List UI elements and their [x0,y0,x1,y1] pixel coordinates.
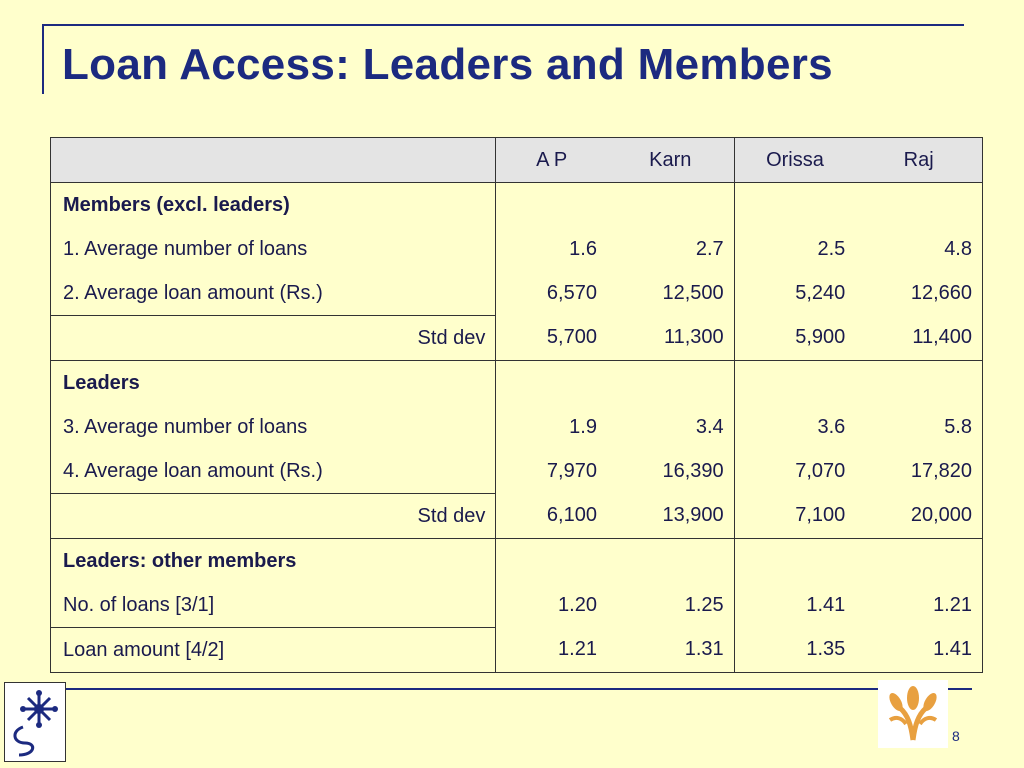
cell-karn: 11,300 [607,316,734,361]
table-row [51,583,983,628]
cell-raj: 17,820 [855,449,982,494]
cell-karn: 1.31 [607,628,734,673]
row-label: 3. Average number of loans [51,405,496,449]
cell-karn: 3.4 [607,405,734,449]
cell-orissa: 7,100 [795,504,846,527]
cell-karn: 2.7 [607,227,734,271]
bottom-rule [50,688,972,690]
row-label: Loan amount [4/2] [51,628,496,673]
slide-title: Loan Access: Leaders and Members [62,40,833,89]
cell-ap: 6,570 [546,281,597,304]
table-row [51,449,983,494]
cell-karn: 16,390 [607,449,734,494]
row-label: No. of loans [3/1] [51,583,496,628]
cell-raj: 1.41 [855,628,982,673]
header-karn: Karn [607,138,734,183]
table-row [51,271,983,316]
cell-orissa: 1.35 [734,628,855,673]
left-rule [42,24,44,94]
std-dev-label: Std dev [51,494,496,539]
cell-raj: 5.8 [855,405,982,449]
cell-karn: 1.25 [607,583,734,628]
section-heading-row [51,361,983,406]
cell-orissa: 5,240 [795,281,846,304]
loan-table-container [50,137,983,673]
cell-orissa: 3.6 [817,415,846,438]
snowflake-logo-icon [5,683,65,761]
cell-karn: 12,500 [607,271,734,316]
table-row [51,628,983,673]
table-header-row [51,138,983,183]
cell-orissa: 1.41 [806,593,846,616]
std-dev-row [51,494,983,539]
header-raj: Raj [855,138,982,183]
cell-raj: 4.8 [855,227,982,271]
cell-raj: 20,000 [855,494,982,539]
header-blank-cell [51,138,496,183]
cell-raj: 1.21 [855,583,982,628]
table-row [51,227,983,271]
cell-raj: 12,660 [855,271,982,316]
cell-ap: 1.21 [496,628,607,673]
flower-logo-icon [878,680,948,748]
std-dev-row [51,316,983,361]
row-label: 2. Average loan amount (Rs.) [51,271,496,316]
section-heading: Leaders: other members [51,539,496,584]
cell-orissa: 7,070 [795,459,846,482]
row-label: 4. Average loan amount (Rs.) [51,449,496,494]
cell-ap: 1.20 [558,593,597,616]
right-logo [878,680,948,748]
cell-ap: 1.9 [569,415,597,438]
section-heading-row [51,183,983,228]
section-heading-row [51,539,983,584]
std-dev-label: Std dev [51,316,496,361]
cell-raj: 11,400 [855,316,982,361]
cell-ap: 6,100 [546,504,597,527]
cell-orissa: 2.5 [817,237,846,260]
header-orissa: Orissa [734,138,855,183]
table-row [51,405,983,449]
cell-ap: 5,700 [546,326,597,349]
page-number: 8 [952,728,960,744]
cell-ap: 7,970 [546,459,597,482]
cell-ap: 1.6 [569,237,597,260]
section-heading: Leaders [51,361,496,406]
left-logo [4,682,66,762]
cell-karn: 13,900 [607,494,734,539]
loan-table [50,137,983,673]
header-ap: A P [496,138,607,183]
row-label: 1. Average number of loans [51,227,496,271]
cell-orissa: 5,900 [795,326,846,349]
top-rule [42,24,964,26]
section-heading: Members (excl. leaders) [51,183,496,228]
